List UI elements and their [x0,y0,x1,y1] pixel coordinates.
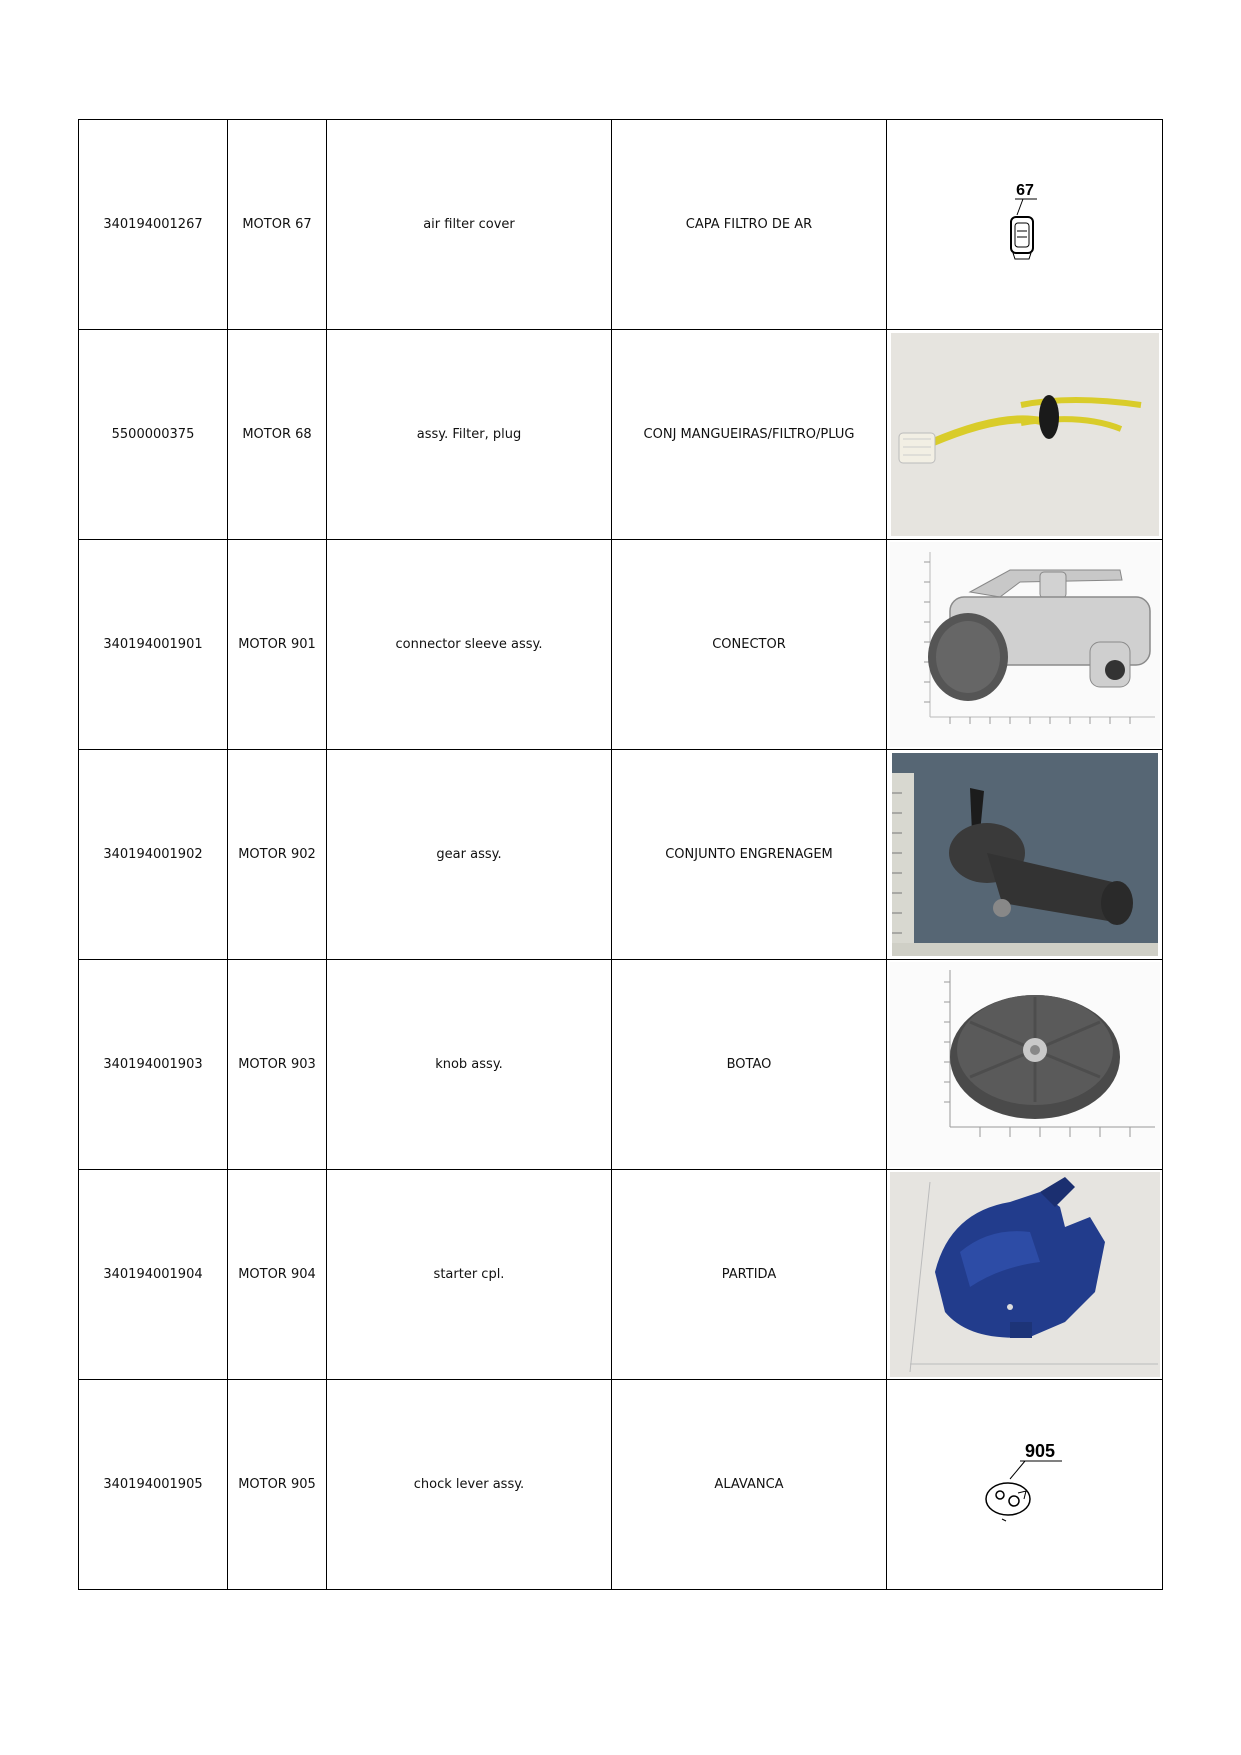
part-image-cell [887,540,1163,750]
description-pt: CONECTOR [612,540,887,750]
description-en: assy. Filter, plug [327,330,612,540]
fuel-hose-filter-photo [891,333,1159,536]
description-pt: CAPA FILTRO DE AR [612,120,887,330]
description-en: chock lever assy. [327,1380,612,1590]
part-ref: MOTOR 904 [228,1170,327,1380]
part-code: 340194001905 [79,1380,228,1590]
part-image-cell [887,120,1163,330]
part-image-cell [887,960,1163,1170]
part-ref: MOTOR 903 [228,960,327,1170]
part-ref: MOTOR 901 [228,540,327,750]
knob-photo [890,962,1160,1167]
air-filter-cover-diagram [985,175,1065,275]
diagram-label: 905 [1024,1440,1055,1461]
description-en: starter cpl. [327,1170,612,1380]
description-pt: CONJUNTO ENGRENAGEM [612,750,887,960]
table-row [79,1380,1163,1590]
part-code: 340194001902 [79,750,228,960]
choke-lever-diagram [970,1435,1080,1535]
part-image-cell [887,750,1163,960]
starter-photo [890,1172,1160,1377]
connector-sleeve-photo [890,542,1160,747]
part-image-cell [887,1380,1163,1590]
part-image-cell [887,330,1163,540]
description-en: air filter cover [327,120,612,330]
part-code: 340194001904 [79,1170,228,1380]
table-row [79,120,1163,330]
table-row [79,1170,1163,1380]
description-pt: BOTAO [612,960,887,1170]
part-ref: MOTOR 905 [228,1380,327,1590]
part-code: 340194001267 [79,120,228,330]
part-ref: MOTOR 68 [228,330,327,540]
description-pt: ALAVANCA [612,1380,887,1590]
description-en: knob assy. [327,960,612,1170]
parts-table [78,119,1163,1590]
description-pt: CONJ MANGUEIRAS/FILTRO/PLUG [612,330,887,540]
table-row [79,540,1163,750]
description-en: gear assy. [327,750,612,960]
description-pt: PARTIDA [612,1170,887,1380]
part-image-cell [887,1170,1163,1380]
part-code: 340194001903 [79,960,228,1170]
table-row [79,960,1163,1170]
diagram-label: 67 [1015,181,1034,199]
description-en: connector sleeve assy. [327,540,612,750]
gear-assembly-photo [892,753,1158,956]
table-row [79,750,1163,960]
table-row [79,330,1163,540]
part-ref: MOTOR 67 [228,120,327,330]
part-ref: MOTOR 902 [228,750,327,960]
part-code: 340194001901 [79,540,228,750]
part-code: 5500000375 [79,330,228,540]
